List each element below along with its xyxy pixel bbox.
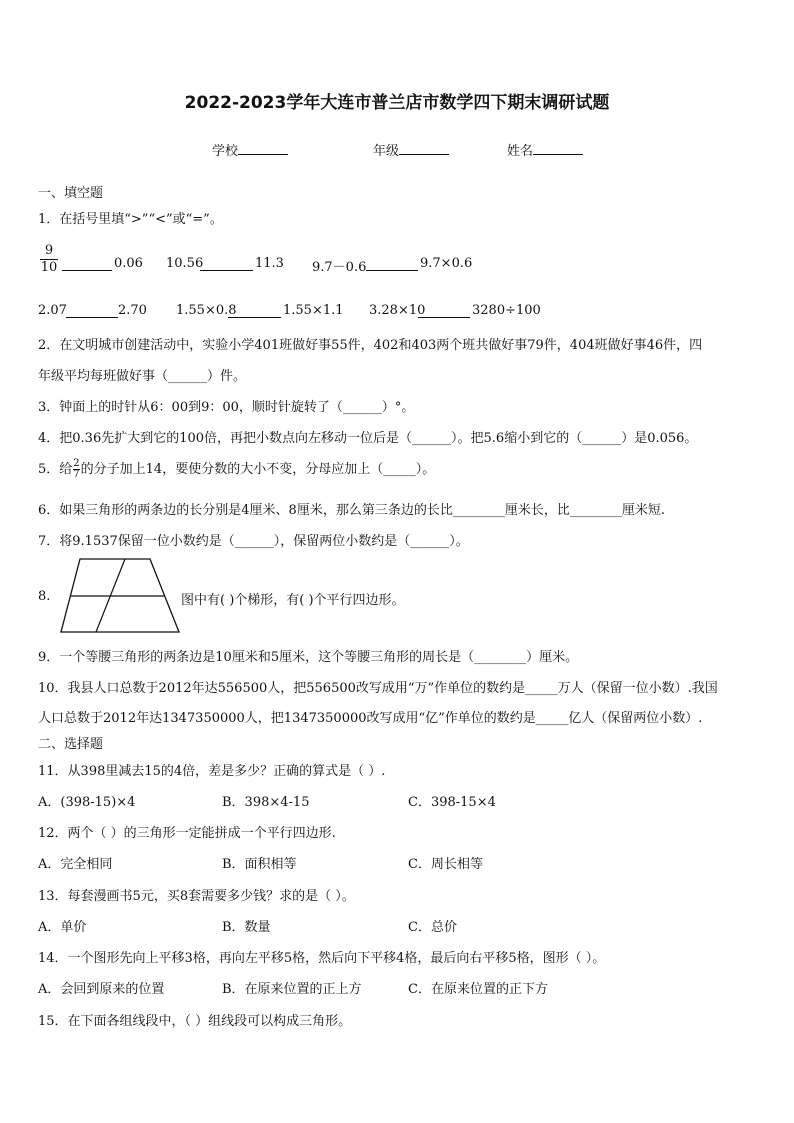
compare-item: 9.7－0.6 [312,260,367,275]
option-a[interactable]: A．完全相同 [38,857,113,872]
question-10: 10．我县人口总数于2012年达556500人，把556500改写成用“万”作单位的数约是_____万人（保留一位小数）.我国 [38,681,718,696]
question-7: 7．将9.1537保留一位小数约是（______），保留两位小数约是（______）。 [38,534,469,549]
option-c[interactable]: C．周长相等 [408,857,483,872]
compare-item: 2.07 [38,303,67,318]
option-a[interactable]: A．(398-15)×4 [38,795,136,810]
compare-item: 0.06 [114,256,143,271]
question-14: 14．一个图形先向上平移3格，再向左平移5格，然后向下平移4格，最后向右平移5格，图形（ ）。 [38,951,606,966]
grade-field: 年级 [373,140,449,159]
option-b[interactable]: B．面积相等 [222,857,297,872]
question-8: 图中有( )个梯形，有( )个平行四边形。 [181,593,405,608]
option-c[interactable]: C．在原来位置的正下方 [408,982,548,997]
question-2: 2．在文明城市创建活动中，实验小学401班做好事55件，402和403两个班共做好事79件，404班做好事46件，四 [38,338,703,353]
school-field: 学校 [212,140,288,159]
question-10-cont: 人口总数于2012年达1347350000人，把1347350000改写成用“亿”作单位的数约是_____亿人（保留两位小数）. [38,711,703,726]
question-9: 9．一个等腰三角形的两条边是10厘米和5厘米，这个等腰三角形的周长是（________）厘米。 [38,650,579,665]
question-2-cont: 年级平均每班做好事（______）件。 [38,369,247,384]
option-c[interactable]: C．总价 [408,920,457,935]
question-11: 11．从398里减去15的4倍，差是多少？正确的算式是（ ）. [38,764,386,779]
option-a[interactable]: A．单价 [38,920,87,935]
page-title: 2022-2023学年大连市普兰店市数学四下期末调研试题 [184,93,610,113]
question-15: 15．在下面各组线段中，（ ）组线段可以构成三角形。 [38,1014,352,1029]
compare-item: 10.56 [166,256,204,271]
compare-blank[interactable] [62,258,112,271]
compare-blank[interactable] [200,258,253,271]
compare-item: 3280÷100 [472,303,541,318]
name-field: 姓名 [507,140,583,159]
question-8-number: 8. [38,589,51,604]
section-fill-blanks: 一、填空题 [38,186,104,201]
compare-item: 1.55×1.1 [283,303,344,318]
question-1: 1．在括号里填“>”“<”或“=”。 [38,212,223,227]
fraction-2-7: $\frac{2}{7}$ [73,458,80,480]
question-12: 12．两个（ ）的三角形一定能拼成一个平行四边形. [38,826,336,841]
compare-item: 9.7×0.6 [420,256,473,271]
compare-blank[interactable] [418,305,470,318]
compare-item: 1.55×0.8 [176,303,237,318]
option-b[interactable]: B．数量 [222,920,271,935]
compare-item: 2.70 [118,303,147,318]
compare-blank[interactable] [366,258,418,271]
compare-blank[interactable] [228,305,281,318]
option-c[interactable]: C．398-15×4 [408,795,496,810]
school-blank[interactable] [238,142,288,155]
option-b[interactable]: B．398×4-15 [222,795,310,810]
grade-blank[interactable] [399,142,449,155]
question-4: 4．把0.36先扩大到它的100倍，再把小数点向左移动一位后是（______）。把5.6缩小到它的（______）是0.056。 [38,431,698,446]
name-blank[interactable] [533,142,583,155]
compare-item: 3.28×10 [369,303,426,318]
option-a[interactable]: A．会回到原来的位置 [38,982,165,997]
compare-item: 11.3 [255,256,284,271]
question-13: 13．每套漫画书5元，买8套需要多少钱？求的是（ ）。 [38,889,355,904]
option-b[interactable]: B．在原来位置的正上方 [222,982,362,997]
question-5: 5．给$\frac{2}{7}$ 的分子加上14，要使分数的大小不变，分母应加上（_____）。 [38,458,436,480]
question-6: 6．如果三角形的两条边的长分别是4厘米、8厘米，那么第三条边的长比________厘米长，比________厘米短. [38,503,665,518]
section-multiple-choice: 二、选择题 [38,737,104,752]
question-3: 3．钟面上的时针从6：00到9：00，顺时针旋转了（______）°。 [38,400,415,415]
compare-blank[interactable] [66,305,118,318]
fraction-9-10: 9 10 [40,243,58,275]
trapezoid-figure [58,557,182,635]
